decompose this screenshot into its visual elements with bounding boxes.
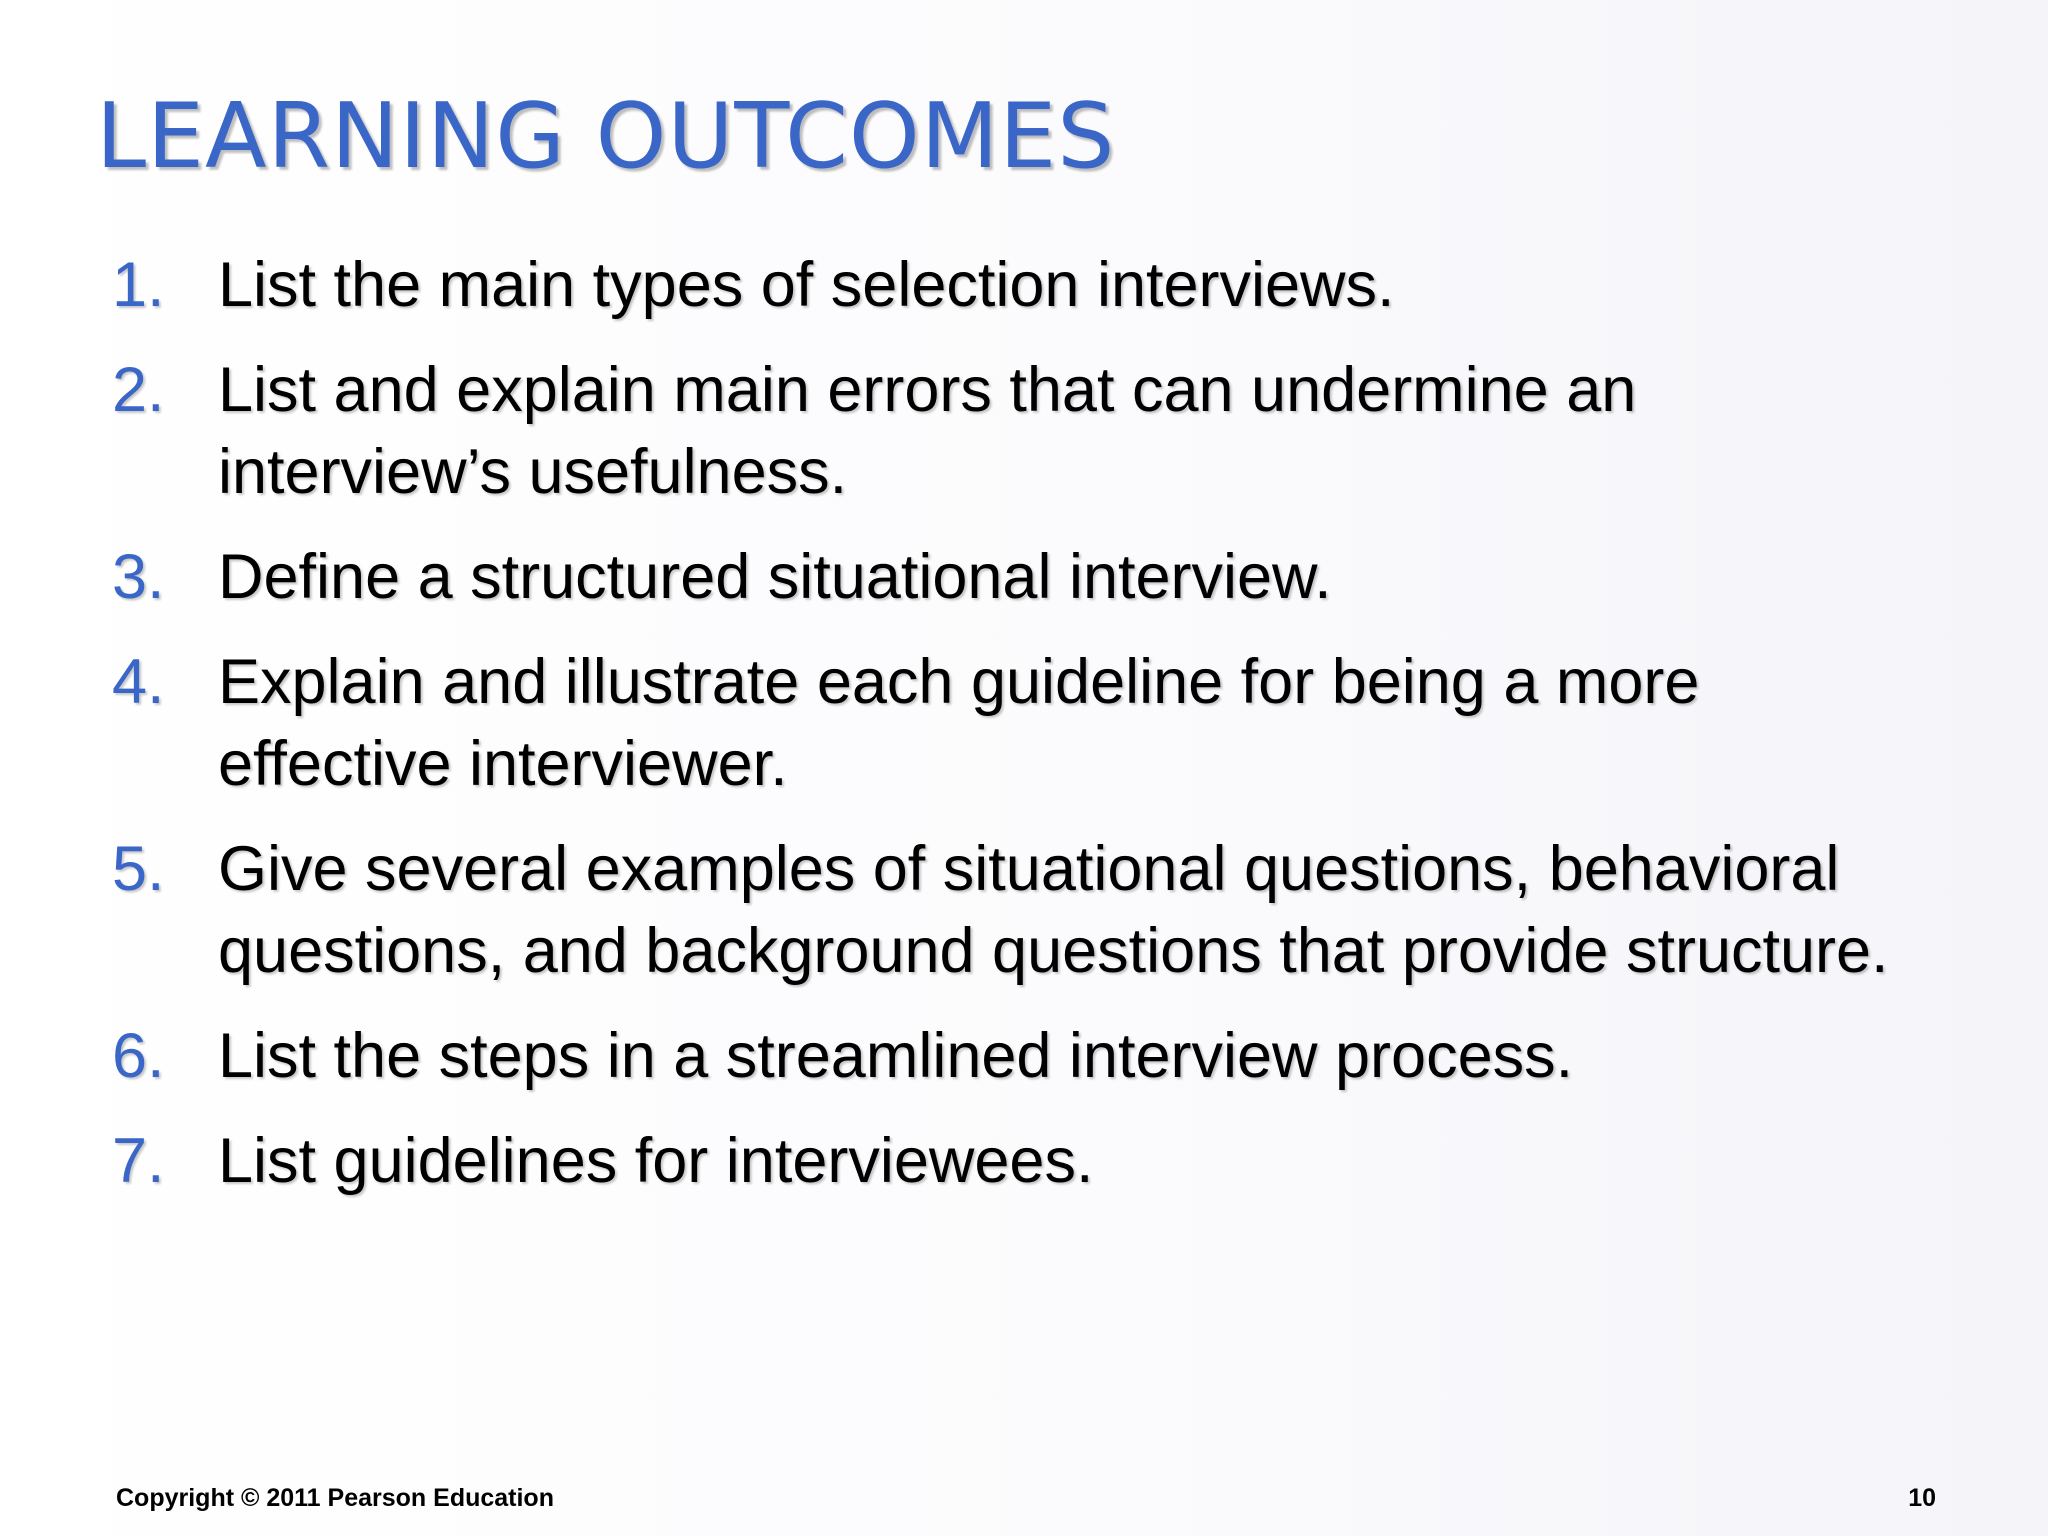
list-item [112, 349, 1912, 513]
page-number: 10 [1908, 1484, 1936, 1512]
item-text: List the steps in a streamlined interview process. [218, 1021, 1574, 1091]
item-text: Give several examples of situational questions, behavioral questions, and background questions that provide structure. [218, 834, 1889, 986]
item-number: 5. [112, 834, 165, 904]
list-item [112, 828, 1912, 992]
copyright-footer: Copyright © 2011 Pearson Education [116, 1484, 554, 1512]
list-item [112, 641, 1912, 805]
item-text: List the main types of selection interviews. [218, 250, 1395, 320]
item-number: 2. [112, 355, 165, 425]
list-item [112, 1015, 1912, 1097]
item-text: List and explain main errors that can undermine an interview’s usefulness. [218, 355, 1637, 507]
item-number: 1. [112, 250, 165, 320]
item-number: 4. [112, 647, 165, 717]
learning-outcomes-list [112, 244, 1912, 1225]
item-number: 7. [112, 1126, 165, 1196]
list-item [112, 244, 1912, 326]
item-number: 3. [112, 542, 165, 612]
item-text: Define a structured situational interview. [218, 542, 1332, 612]
list-item [112, 536, 1912, 618]
item-number: 6. [112, 1021, 165, 1091]
item-text: Explain and illustrate each guideline for being a more effective interviewer. [218, 647, 1700, 799]
item-text: List guidelines for interviewees. [218, 1126, 1094, 1196]
slide-title: LEARNING OUTCOMES [96, 84, 1116, 189]
list-item [112, 1120, 1912, 1202]
